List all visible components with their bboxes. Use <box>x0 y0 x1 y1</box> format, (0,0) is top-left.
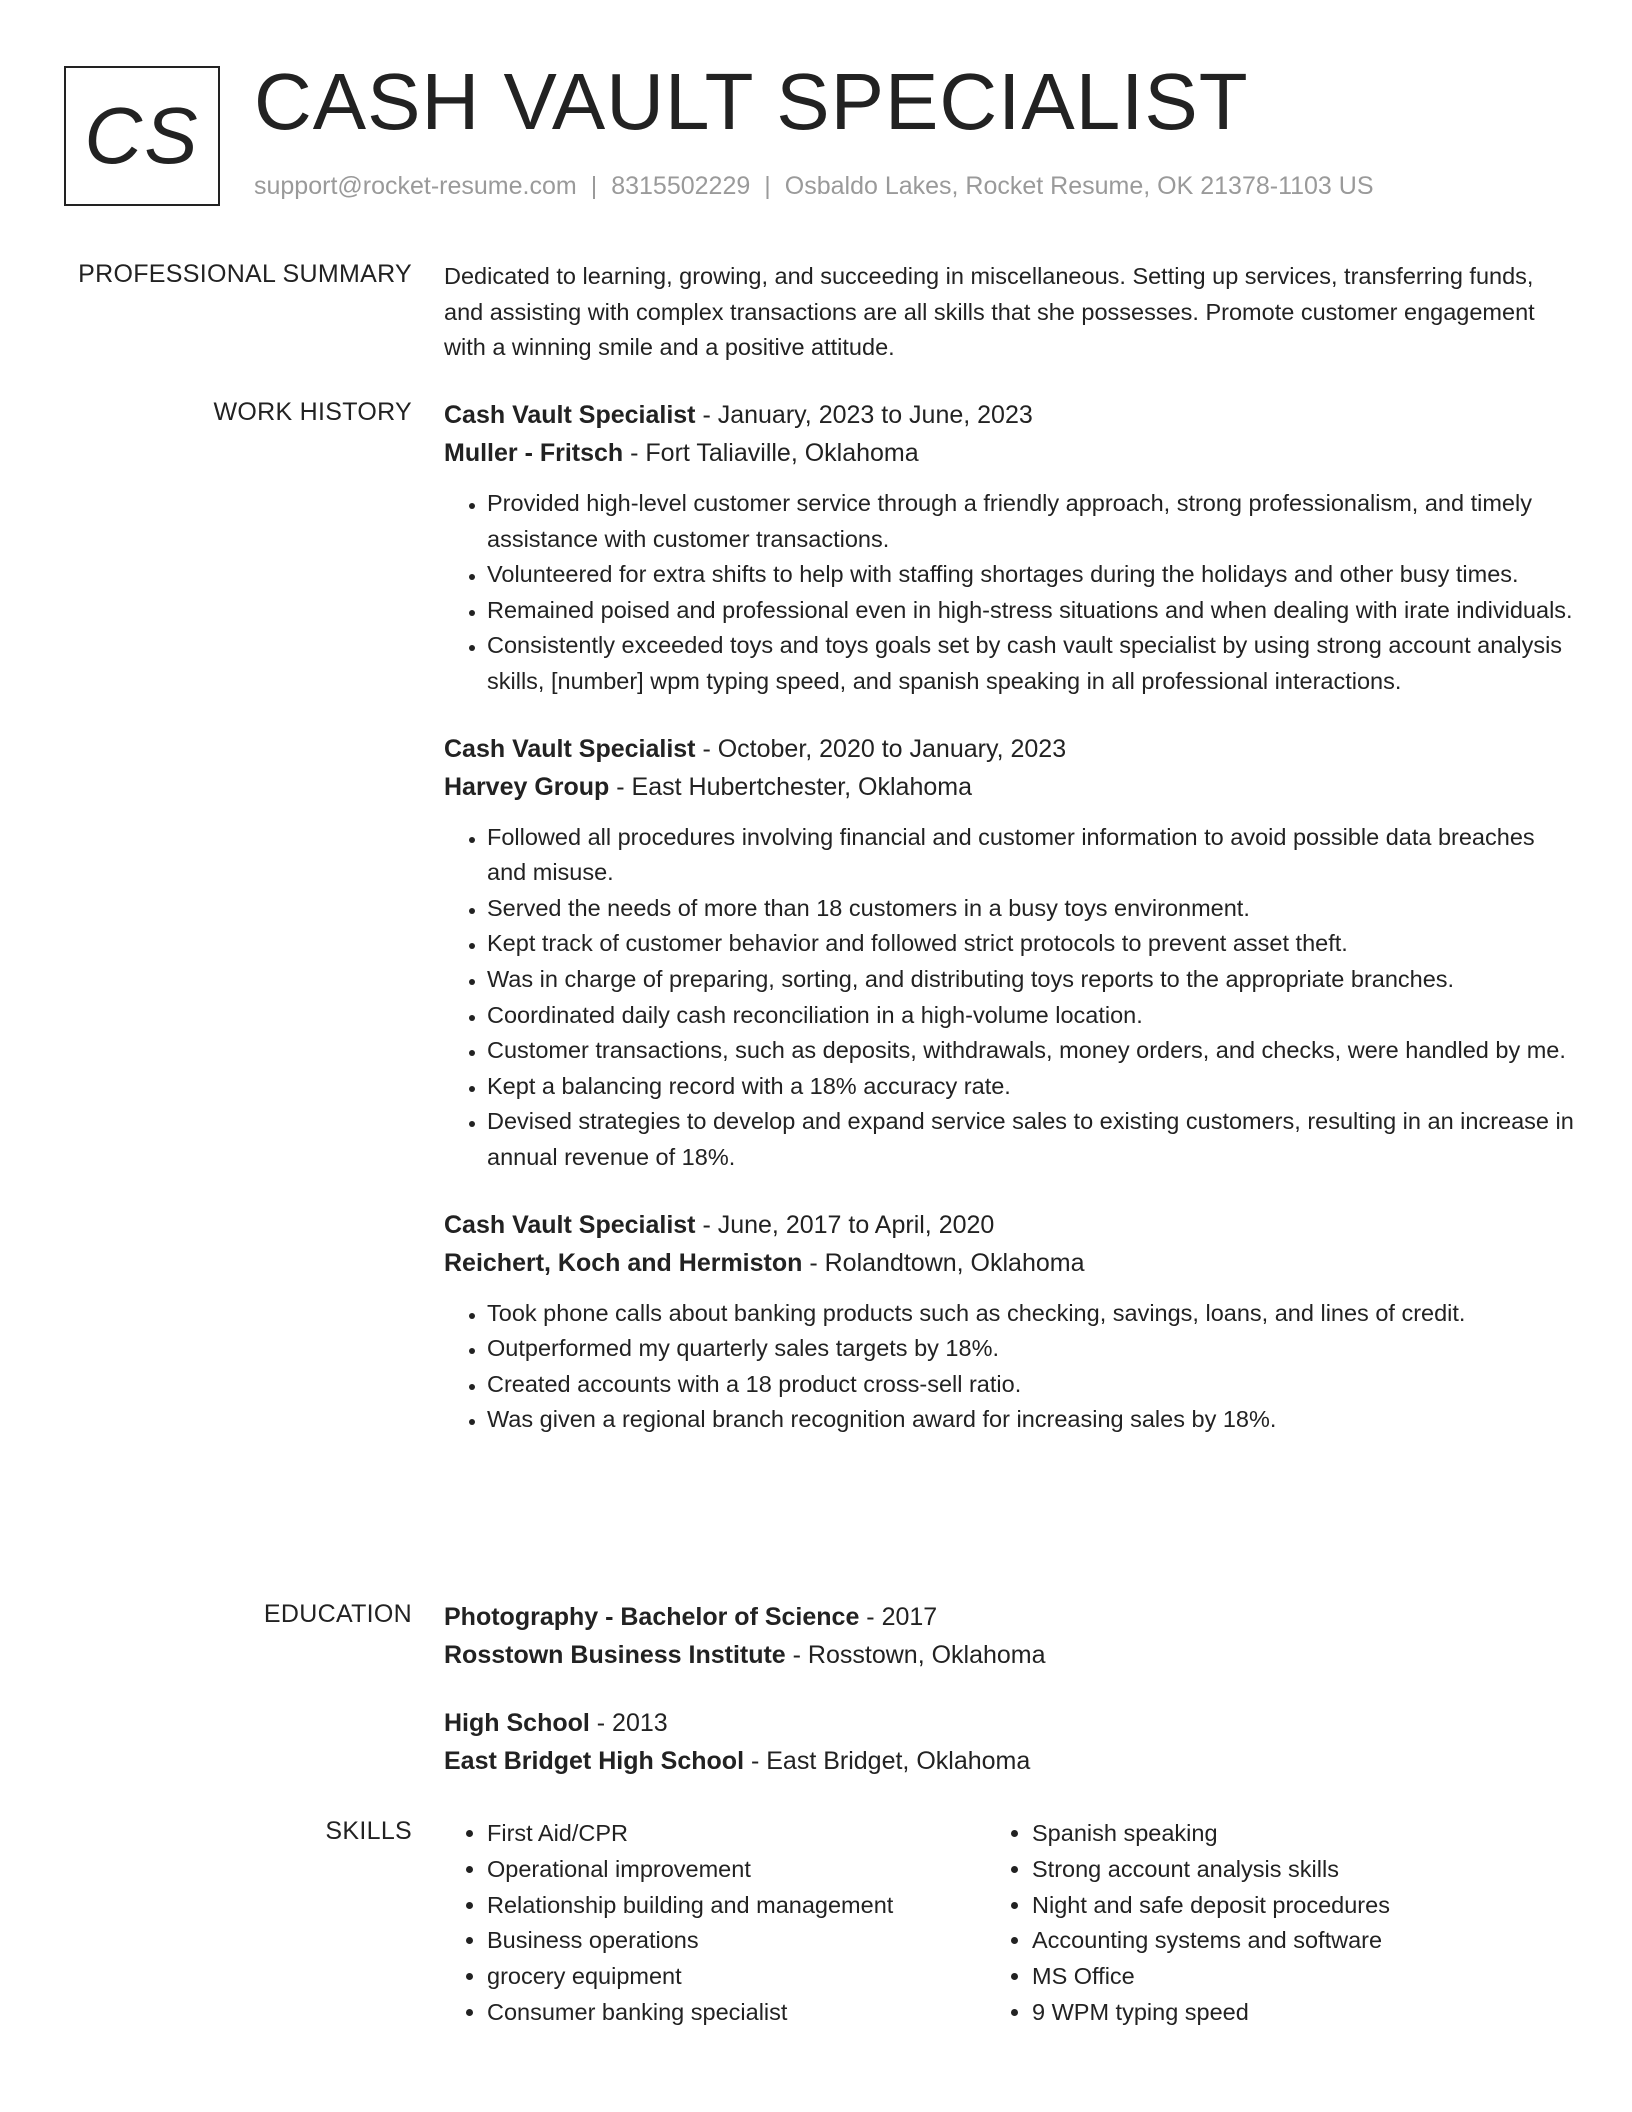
list-item: • Remained poised and professional even in high-stress situations and when dealing with irate individuals. <box>487 593 1574 629</box>
list-item: • Followed all procedures involving financial and customer information to avoid possible data breaches and misuse. <box>487 820 1574 891</box>
education-year: - 2017 <box>859 1603 938 1631</box>
skill-item: • Night and safe deposit procedures <box>1032 1888 1534 1924</box>
contact-phone[interactable]: 8315502229 <box>611 172 751 200</box>
list-item: • Coordinated daily cash reconciliation in a high-volume location. <box>487 998 1574 1034</box>
skills-list <box>989 1816 1534 2031</box>
skill-item: • 9 WPM typing speed <box>1032 1995 1534 2031</box>
skills-label: SKILLS <box>325 1817 412 1845</box>
list-item: • Devised strategies to develop and expand service sales to existing customers, resulting in an increase in annual revenue of 18%. <box>487 1104 1574 1175</box>
summary-label: PROFESSIONAL SUMMARY <box>78 260 412 288</box>
job-company-line <box>444 1244 1574 1282</box>
skills-list <box>444 1816 989 2031</box>
list-item: • Took phone calls about banking products such as checking, savings, loans, and lines of credit. <box>487 1296 1574 1332</box>
list-item: • Created accounts with a 18 product cross-sell ratio. <box>487 1367 1574 1403</box>
job-company: Reichert, Koch and Hermiston <box>444 1248 803 1277</box>
list-item: • Outperformed my quarterly sales targets by 18%. <box>487 1331 1574 1367</box>
job-location: - Rolandtown, Oklahoma <box>802 1248 1085 1277</box>
contact-separator: | <box>764 172 771 200</box>
education-degree-line <box>444 1598 1574 1636</box>
list-item: • Kept track of customer behavior and followed strict protocols to prevent asset theft. <box>487 926 1574 962</box>
job-entry <box>444 396 1574 700</box>
job-title-line <box>444 730 1574 768</box>
education-degree: High School <box>444 1709 590 1737</box>
list-item: • Kept a balancing record with a 18% accuracy rate. <box>487 1069 1574 1105</box>
list-item: • Consistently exceeded toys and toys goals set by cash vault specialist by using strong account analysis skills, [number] wpm typing speed, and spanish speaking in all professional interactions. <box>487 628 1574 699</box>
job-dates: - June, 2017 to April, 2020 <box>695 1210 995 1239</box>
list-item: • Provided high-level customer service through a friendly approach, strong professionalism, and timely assistance with customer transactions. <box>487 486 1574 557</box>
page-title: CASH VAULT SPECIALIST <box>254 57 1249 146</box>
list-item: • Volunteered for extra shifts to help with staffing shortages during the holidays and other busy times. <box>487 557 1574 593</box>
job-title: Cash Vault Specialist <box>444 734 696 763</box>
job-bullets <box>444 1296 1574 1438</box>
skill-item: • Accounting systems and software <box>1032 1923 1534 1959</box>
list-item: • Served the needs of more than 18 customers in a busy toys environment. <box>487 891 1574 927</box>
education-school: East Bridget High School <box>444 1747 745 1775</box>
contact-address: Osbaldo Lakes, Rocket Resume, OK 21378-1103 US <box>784 172 1374 200</box>
job-entry <box>444 1206 1574 1438</box>
skill-item: • Strong account analysis skills <box>1032 1852 1534 1888</box>
skills-columns <box>444 1816 1574 2031</box>
job-title-line <box>444 396 1574 434</box>
education-year: - 2013 <box>589 1709 668 1737</box>
job-location: - Fort Taliaville, Oklahoma <box>623 439 919 467</box>
skill-item: • Operational improvement <box>487 1852 989 1888</box>
skill-item: • MS Office <box>1032 1959 1534 1995</box>
summary-text: Dedicated to learning, growing, and succeeding in miscellaneous. Setting up services, transferring funds, and assisting with complex transactions are all skills that she possesses. Promote customer engagement with a winning smile and a positive attitude. <box>444 263 1535 360</box>
skill-item: • Consumer banking specialist <box>487 1995 989 2031</box>
job-title: Cash Vault Specialist <box>444 1210 696 1239</box>
skill-item: • Relationship building and management <box>487 1888 989 1924</box>
list-item: • Was given a regional branch recognition award for increasing sales by 18%. <box>487 1402 1574 1438</box>
job-bullets <box>444 486 1574 700</box>
skills-column-right <box>989 1816 1534 2031</box>
job-location: - East Hubertchester, Oklahoma <box>609 772 973 801</box>
job-company-line <box>444 434 1574 472</box>
education-entry <box>444 1598 1574 1674</box>
contact-line <box>254 172 1374 201</box>
education-location: - East Bridget, Oklahoma <box>744 1747 1031 1775</box>
education-school-line <box>444 1636 1574 1674</box>
education-location: - Rosstown, Oklahoma <box>785 1641 1046 1669</box>
skill-item: • Business operations <box>487 1923 989 1959</box>
job-dates: - October, 2020 to January, 2023 <box>695 734 1067 763</box>
education-school-line <box>444 1742 1574 1780</box>
skill-item: • Spanish speaking <box>1032 1816 1534 1852</box>
education-entry <box>444 1704 1574 1780</box>
contact-email[interactable]: support@rocket-resume.com <box>254 172 577 200</box>
skills-column-left <box>444 1816 989 2031</box>
education-school: Rosstown Business Institute <box>444 1641 786 1669</box>
job-company-line <box>444 768 1574 806</box>
job-entry <box>444 730 1574 1176</box>
list-item: • Customer transactions, such as deposits, withdrawals, money orders, and checks, were handled by me. <box>487 1033 1574 1069</box>
work-history-label: WORK HISTORY <box>213 398 412 426</box>
contact-separator: | <box>590 172 598 200</box>
job-title: Cash Vault Specialist <box>444 401 696 429</box>
skill-item: • grocery equipment <box>487 1959 989 1995</box>
education-label: EDUCATION <box>263 1600 412 1628</box>
education-degree-line <box>444 1704 1574 1742</box>
monogram-logo: CS <box>64 66 220 206</box>
job-title-line <box>444 1206 1574 1244</box>
skill-item: • First Aid/CPR <box>487 1816 989 1852</box>
list-item: • Was in charge of preparing, sorting, and distributing toys reports to the appropriate branches. <box>487 962 1574 998</box>
job-dates: - January, 2023 to June, 2023 <box>695 401 1033 429</box>
job-company: Harvey Group <box>444 772 610 801</box>
job-bullets <box>444 820 1574 1176</box>
education-degree: Photography - Bachelor of Science <box>444 1603 860 1631</box>
job-company: Muller - Fritsch <box>444 439 624 467</box>
